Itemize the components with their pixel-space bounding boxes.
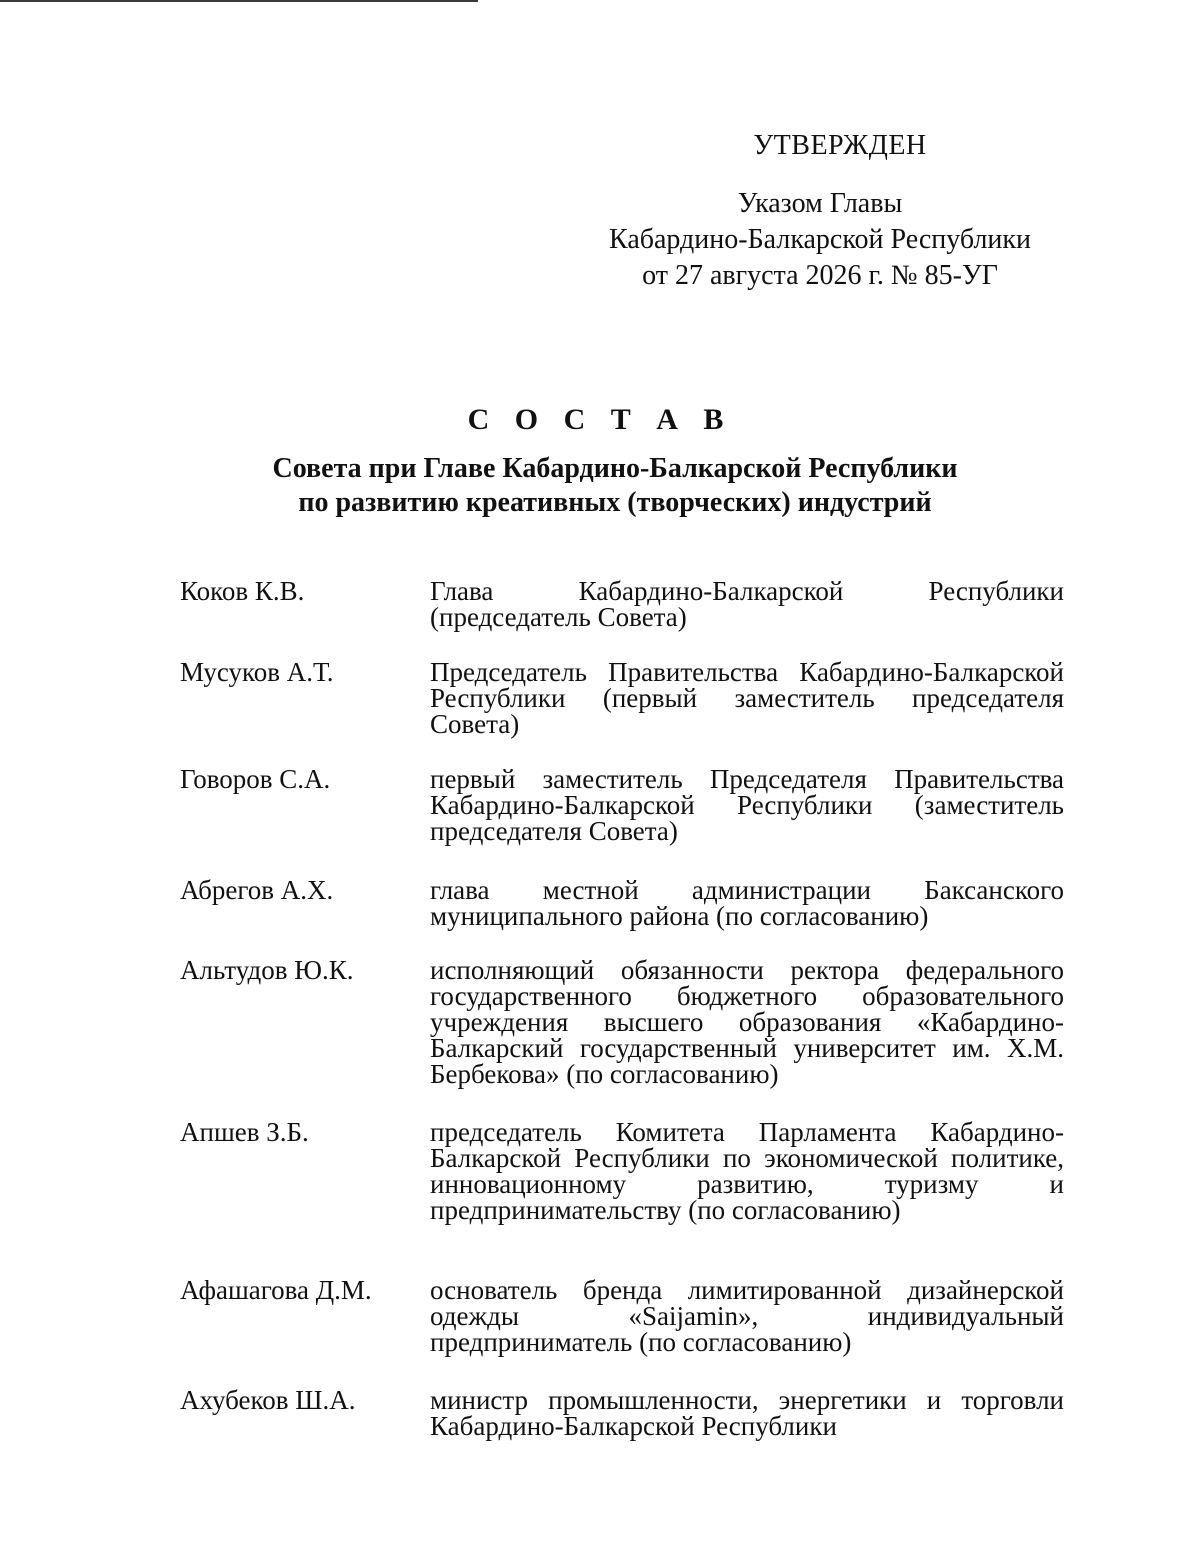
member-role: председатель Комитета Парламента Кабардино-Балкарской Республики по экономической политике, инновационному развитию, туризму и предпринимательству (по согласованию)	[430, 1117, 1064, 1225]
member-name: Коков К.В.	[180, 576, 305, 606]
member-row	[180, 873, 1064, 953]
member-row	[180, 1383, 1064, 1443]
document-subtitle	[0, 452, 1200, 520]
members-list	[180, 574, 1064, 1443]
approval-heading: УТВЕРЖДЕН	[753, 130, 927, 161]
member-name: Абрегов А.Х.	[180, 875, 334, 905]
member-name: Апшев З.Б.	[180, 1117, 309, 1147]
approval-line-date: от 27 августа 2026 г. № 85-УГ	[642, 260, 998, 291]
member-name: Альтудов Ю.К.	[180, 955, 354, 985]
member-role: первый заместитель Председателя Правительства Кабардино-Балкарской Республики (заместитель председателя Совета)	[430, 764, 1064, 846]
member-role: основатель бренда лимитированной дизайнерской одежды «Saijamin», индивидуальный предприниматель (по согласованию)	[430, 1275, 1064, 1357]
subtitle-line-1: Совета при Главе Кабардино-Балкарской Республики	[272, 453, 958, 484]
subtitle-line-2: по развитию креативных (творческих) индустрий	[298, 487, 932, 518]
member-name: Афашагова Д.М.	[180, 1275, 372, 1305]
member-row	[180, 655, 1064, 762]
member-row	[180, 574, 1064, 655]
approval-line-republic: Кабардино-Балкарской Республики	[609, 224, 1031, 255]
member-name: Говоров С.А.	[180, 764, 331, 794]
approval-line-decree: Указом Главы	[737, 188, 903, 219]
scan-edge-line	[0, 0, 478, 2]
document-title: С О С Т А В	[467, 403, 733, 436]
member-role: Глава Кабардино-Балкарской Республики (председатель Совета)	[430, 576, 1064, 632]
member-name: Ахубеков Ш.А.	[180, 1385, 356, 1415]
member-role: Председатель Правительства Кабардино-Балкарской Республики (первый заместитель председателя Совета)	[430, 657, 1064, 739]
member-name: Мусуков А.Т.	[180, 657, 334, 687]
approval-block	[600, 128, 1040, 294]
member-role: глава местной администрации Баксанского муниципального района (по согласованию)	[430, 875, 1064, 931]
member-row	[180, 762, 1064, 873]
member-row	[180, 953, 1064, 1115]
member-role: исполняющий обязанности ректора федерального государственного бюджетного образовательного учреждения высшего образования «Кабардино-Балкарский государственный университет им. Х.М. Бербекова» (по согласованию)	[430, 955, 1064, 1089]
member-role: министр промышленности, энергетики и торговли Кабардино-Балкарской Республики	[430, 1385, 1064, 1441]
member-row	[180, 1273, 1064, 1383]
member-row	[180, 1115, 1064, 1273]
